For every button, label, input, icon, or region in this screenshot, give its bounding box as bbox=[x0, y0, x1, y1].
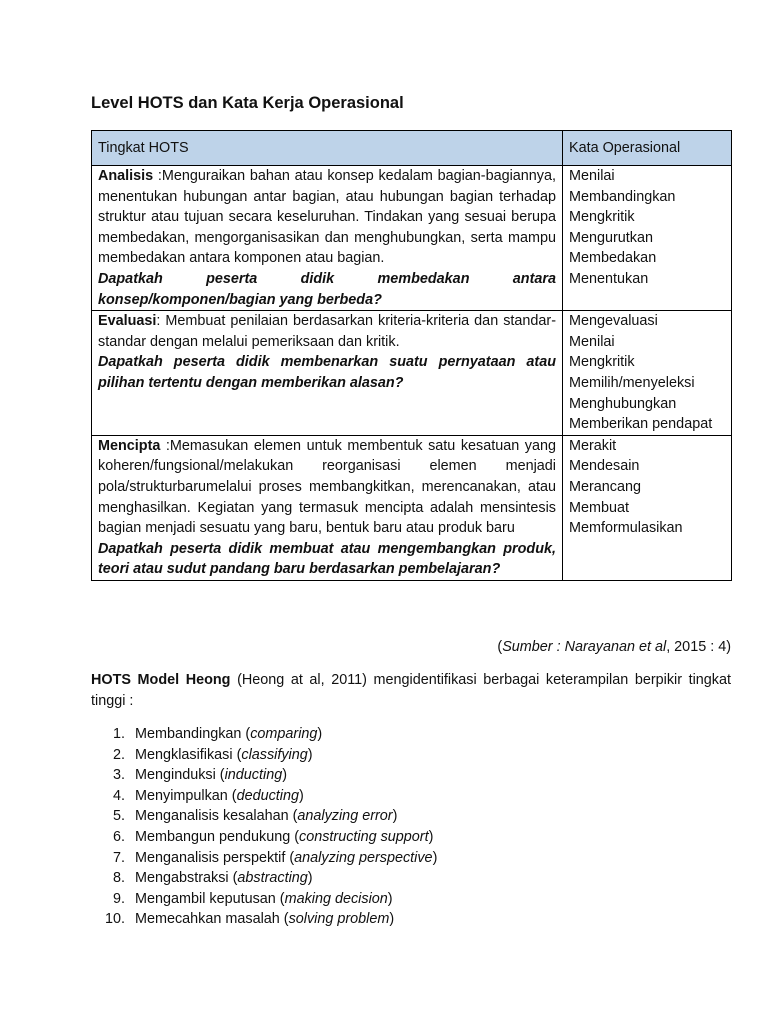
table-row bbox=[92, 311, 732, 436]
level-cell bbox=[92, 435, 563, 580]
keyword: Mendesain bbox=[569, 458, 640, 475]
keyword: Mengkritik bbox=[569, 354, 635, 371]
skill-name: Menyimpulkan ( bbox=[135, 787, 237, 804]
keyword: Merakit bbox=[569, 437, 617, 454]
level-term: Evaluasi bbox=[98, 313, 157, 330]
table-row bbox=[92, 435, 732, 580]
skill-name: Menginduksi ( bbox=[135, 767, 225, 784]
level-text: :Memasukan elemen untuk membentuk satu kesatuan yang koheren/fungsional/melakukan reorganisasi elemen menjadi pola/strukturbarumelalui proses membangkitkan, merencanakan, atau menghasilkan. Kegiatan yang termasuk mencipta adalah mensintesis bagian menjadi sesuatu yang baru, bentuk baru atau produk baru bbox=[98, 437, 556, 537]
heong-text: (Heong at al, 2011) mengidentifikasi berbagai keterampilan berpikir tingkat tinggi : bbox=[91, 672, 731, 709]
keyword: Membedakan bbox=[569, 250, 657, 267]
list-number: 6. bbox=[113, 828, 126, 845]
list-number: 5. bbox=[113, 808, 126, 825]
list-item bbox=[91, 889, 437, 910]
skill-name: Menganalisis perspektif ( bbox=[135, 849, 295, 866]
level-cell bbox=[92, 311, 563, 436]
keyword: Menentukan bbox=[569, 270, 649, 287]
page-title: Level HOTS dan Kata Kerja Operasional bbox=[91, 94, 404, 112]
skill-name: Mengklasifikasi ( bbox=[135, 746, 242, 763]
skills-list bbox=[91, 724, 437, 930]
keyword-cell bbox=[563, 311, 732, 436]
list-number: 10. bbox=[105, 911, 126, 928]
level-text: :Menguraikan bahan atau konsep kedalam bagian-bagiannya, menentukan hubungan antar bagian, atau hubungan bagian terhadap struktur atau tujuan secara keseluruhan. Tindakan yang sesuai berupa membedakan, mengorganisasikan dan menghubungkan, serta mampu membedakan antara komponen atau bagian. bbox=[98, 168, 556, 267]
keyword-cell bbox=[563, 435, 732, 580]
level-description bbox=[98, 311, 556, 352]
skill-close: ) bbox=[307, 870, 313, 887]
heong-paragraph bbox=[91, 670, 731, 711]
source-citation bbox=[497, 637, 731, 658]
list-number: 3. bbox=[113, 767, 126, 784]
skill-name: Memecahkan masalah ( bbox=[135, 911, 289, 928]
list-number: 8. bbox=[113, 870, 126, 887]
keyword: Mengurutkan bbox=[569, 229, 653, 246]
keyword: Membuat bbox=[569, 499, 629, 516]
keyword: Membandingkan bbox=[569, 188, 676, 205]
list-number: 4. bbox=[113, 787, 126, 804]
list-item bbox=[91, 765, 437, 786]
keyword: Menilai bbox=[569, 168, 615, 184]
skill-close: ) bbox=[282, 767, 287, 784]
skill-close: ) bbox=[307, 746, 313, 763]
skill-english: comparing bbox=[250, 726, 318, 742]
skill-close: ) bbox=[389, 911, 395, 928]
list-number: 7. bbox=[113, 849, 126, 866]
skill-english: making decision bbox=[284, 890, 388, 907]
skill-english: constructing support bbox=[299, 828, 429, 845]
table-row bbox=[92, 166, 732, 311]
skill-english: solving problem bbox=[288, 911, 390, 928]
level-description bbox=[98, 436, 556, 539]
level-term: Analisis bbox=[98, 168, 154, 184]
level-description bbox=[98, 166, 556, 269]
keyword-cell bbox=[563, 166, 732, 311]
list-item bbox=[91, 848, 437, 869]
list-item bbox=[91, 724, 437, 745]
skill-name: Mengabstraksi ( bbox=[135, 870, 238, 887]
list-number: 2. bbox=[113, 746, 126, 763]
level-question: Dapatkah peserta didik membedakan antara konsep/komponen/bagian yang berbeda? bbox=[98, 270, 556, 308]
list-number: 1. bbox=[113, 726, 126, 742]
skill-english: inducting bbox=[224, 767, 283, 784]
skill-english: classifying bbox=[241, 746, 308, 763]
skill-english: analyzing perspective bbox=[294, 849, 433, 866]
skill-name: Membandingkan ( bbox=[135, 726, 251, 742]
header-kata-operasional: Kata Operasional bbox=[563, 131, 732, 166]
keyword: Memberikan pendapat bbox=[569, 416, 713, 433]
source-authors: Sumber : Narayanan et al bbox=[502, 639, 667, 655]
skill-english: analyzing error bbox=[297, 808, 393, 825]
keyword: Memformulasikan bbox=[569, 520, 683, 537]
keyword: Menilai bbox=[569, 333, 615, 350]
skill-close: ) bbox=[392, 808, 398, 825]
keyword: Menghubungkan bbox=[569, 395, 677, 412]
keyword: Mengevaluasi bbox=[569, 313, 658, 330]
skill-english: deducting bbox=[236, 787, 299, 804]
level-question: Dapatkah peserta didik membenarkan suatu pernyataan atau pilihan tertentu dengan memberikan alasan? bbox=[98, 354, 556, 391]
skill-name: Mengambil keputusan ( bbox=[135, 890, 285, 907]
list-item bbox=[91, 745, 437, 766]
source-year: , 2015 : 4) bbox=[666, 639, 731, 655]
level-question: Dapatkah peserta didik membuat atau mengembangkan produk, teori atau sudut pandang baru berdasarkan pembelajaran? bbox=[98, 540, 556, 578]
skill-close: ) bbox=[317, 726, 323, 742]
level-term: Mencipta bbox=[98, 437, 161, 454]
skill-close: ) bbox=[432, 849, 438, 866]
level-cell bbox=[92, 166, 563, 311]
keyword: Merancang bbox=[569, 478, 641, 495]
skill-english: abstracting bbox=[237, 870, 308, 887]
list-item bbox=[91, 827, 437, 848]
keyword: Memilih/menyeleksi bbox=[569, 374, 695, 391]
skill-name: Membangun pendukung ( bbox=[135, 828, 300, 845]
heong-lead: HOTS Model Heong bbox=[91, 672, 231, 688]
hots-table bbox=[91, 130, 732, 581]
table-header-row bbox=[92, 131, 732, 166]
header-tingkat-hots: Tingkat HOTS bbox=[92, 131, 563, 166]
skill-close: ) bbox=[428, 828, 434, 845]
skill-close: ) bbox=[387, 890, 393, 907]
keyword: Mengkritik bbox=[569, 209, 635, 226]
list-item bbox=[91, 786, 437, 807]
list-item bbox=[91, 806, 437, 827]
level-text: : Membuat penilaian berdasarkan kriteria-kriteria dan standar-standar dengan melalui pemeriksaan dan kritik. bbox=[98, 313, 556, 350]
list-item bbox=[91, 868, 437, 889]
list-number: 9. bbox=[113, 890, 126, 907]
list-item bbox=[91, 909, 437, 930]
skill-close: ) bbox=[299, 787, 304, 804]
skill-name: Menganalisis kesalahan ( bbox=[135, 808, 298, 825]
source-open: ( bbox=[497, 639, 503, 655]
